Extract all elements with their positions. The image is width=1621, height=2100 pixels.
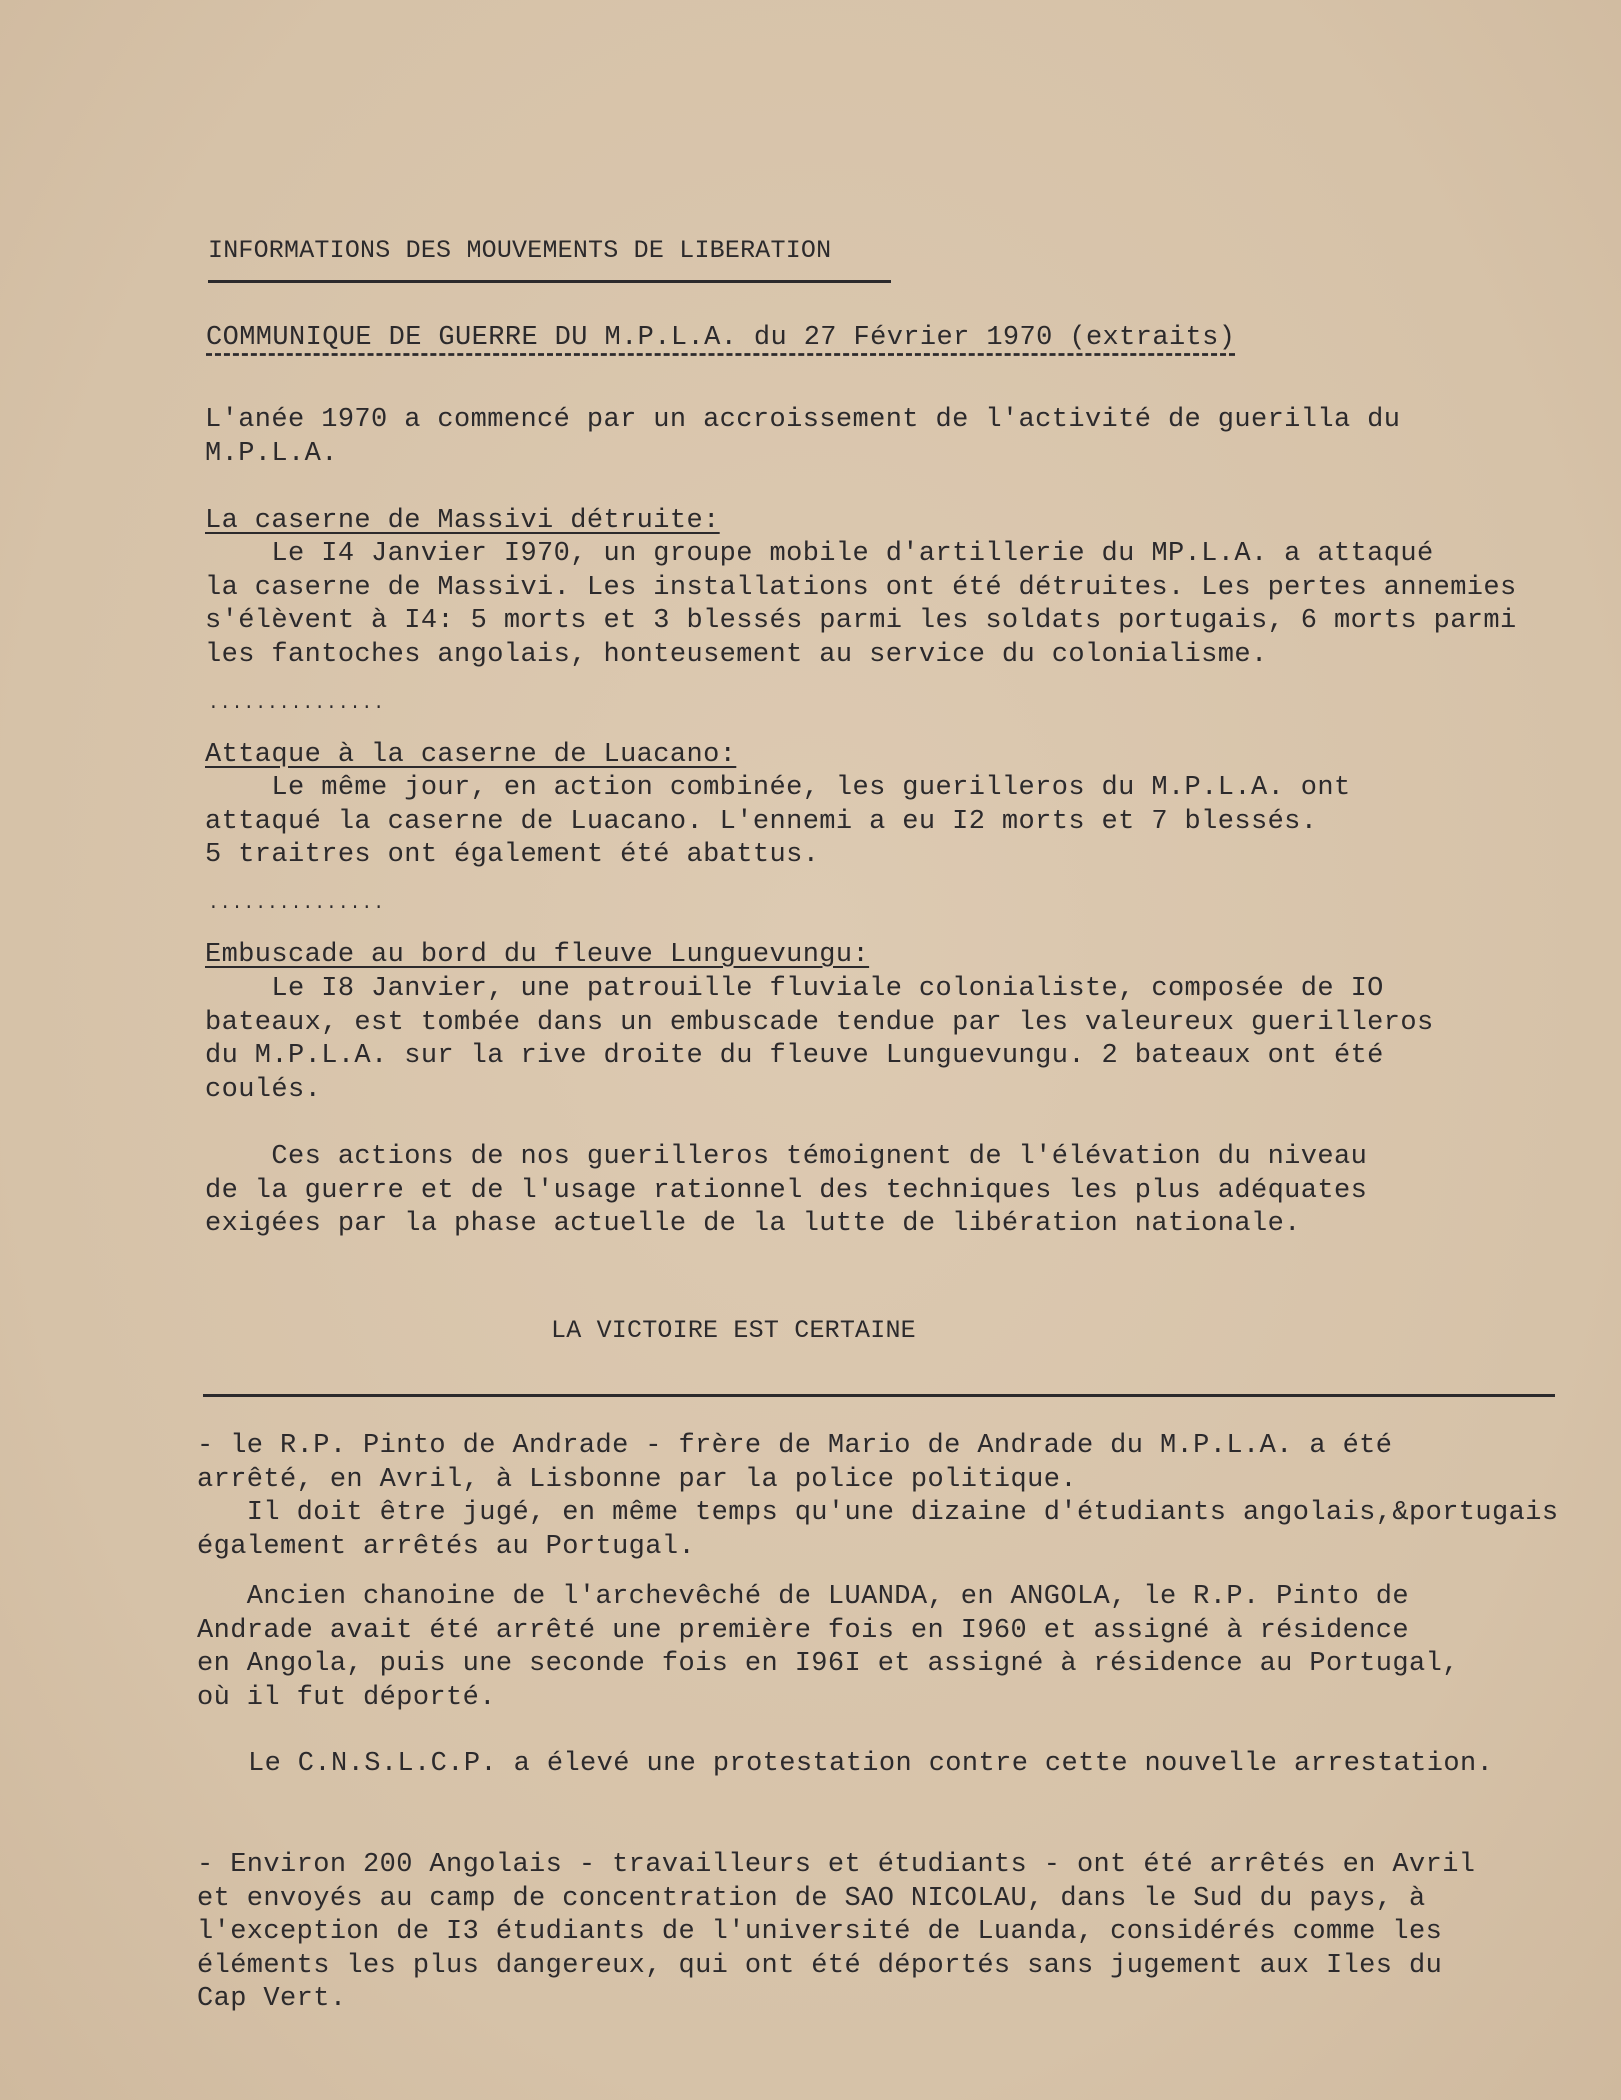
news-protest: Le C.N.S.L.C.P. a élevé une protestation contre cette nouvelle arrestation. (248, 1749, 1494, 1779)
separator-dots: ............... (208, 894, 386, 914)
paragraph-luacano: Le même jour, en action combinée, les guerilleros du M.P.L.A. ont attaqué la caserne de Luacano. L'ennemi a eu I2 morts et 7 blessés. 5 traitres ont également été abattus. (205, 773, 1351, 870)
paragraph-conclusion: Ces actions de nos guerilleros témoignent de l'élévation du niveau de la guerre et de l'usage rationnel des techniques les plus adéquates exigées par la phase actuelle de la lutte de libération nationale. (205, 1142, 1368, 1239)
subheading-massivi: La caserne de Massivi détruite: (205, 506, 720, 536)
news-andrade-history: Ancien chanoine de l'archevêché de LUANDA, en ANGOLA, le R.P. Pinto de Andrade avait été arrêté une première fois en I960 et assigné à résidence en Angola, puis une seconde fois en I96I et assigné à résidence au Portugal, où il fut déporté. (197, 1582, 1459, 1713)
paragraph-lunguevungu: Le I8 Janvier, une patrouille fluviale colonialiste, composée de IO bateaux, est tombée dans un embuscade tendue par les valeureux guerilleros du M.P.L.A. sur la rive droite du fleuve Lunguevungu. 2 bateaux ont été coulés. (205, 974, 1434, 1105)
subheading-luacano: Attaque à la caserne de Luacano: (205, 740, 737, 770)
intro-paragraph: L'anée 1970 a commencé par un accroissement de l'activité de guerilla du M.P.L.A. (205, 405, 1401, 469)
separator-dots: ............... (208, 694, 386, 714)
communique-title: COMMUNIQUE DE GUERRE DU M.P.L.A. du 27 Février 1970 (extraits) (206, 323, 1236, 353)
section-rule (203, 1394, 1555, 1397)
subheading-lunguevungu: Embuscade au bord du fleuve Lunguevungu: (205, 940, 870, 970)
paragraph-massivi: Le I4 Janvier I970, un groupe mobile d'artillerie du MP.L.A. a attaqué la caserne de Massivi. Les installations ont été détruites. Les pertes annemies s'élèvent à I4: 5 morts et 3 blessés parmi les soldats portugais, 6 morts parmi les fantoches angolais, honteusement au service du colonialisme. (205, 539, 1517, 670)
heading-rule (208, 280, 891, 283)
news-andrade-arrest: - le R.P. Pinto de Andrade - frère de Mario de Andrade du M.P.L.A. a été arrêté, en Avril, à Lisbonne par la police politique. Il doit être jugé, en même temps qu'une dizaine d'étudiants angolais,&portugais également arrêtés au Portugal. (197, 1431, 1559, 1562)
section-heading: INFORMATIONS DES MOUVEMENTS DE LIBERATION (208, 236, 832, 265)
closing-slogan: LA VICTOIRE EST CERTAINE (551, 1316, 916, 1345)
news-angolais-deported: - Environ 200 Angolais - travailleurs et étudiants - ont été arrêtés en Avril et envoyés au camp de concentration de SAO NICOLAU, dans le Sud du pays, à l'exception de I3 étudiants de l'université de Luanda, considérés comme les éléments les plus dangereux, qui ont été déportés sans jugement aux Iles du Cap Vert. (197, 1850, 1476, 2014)
